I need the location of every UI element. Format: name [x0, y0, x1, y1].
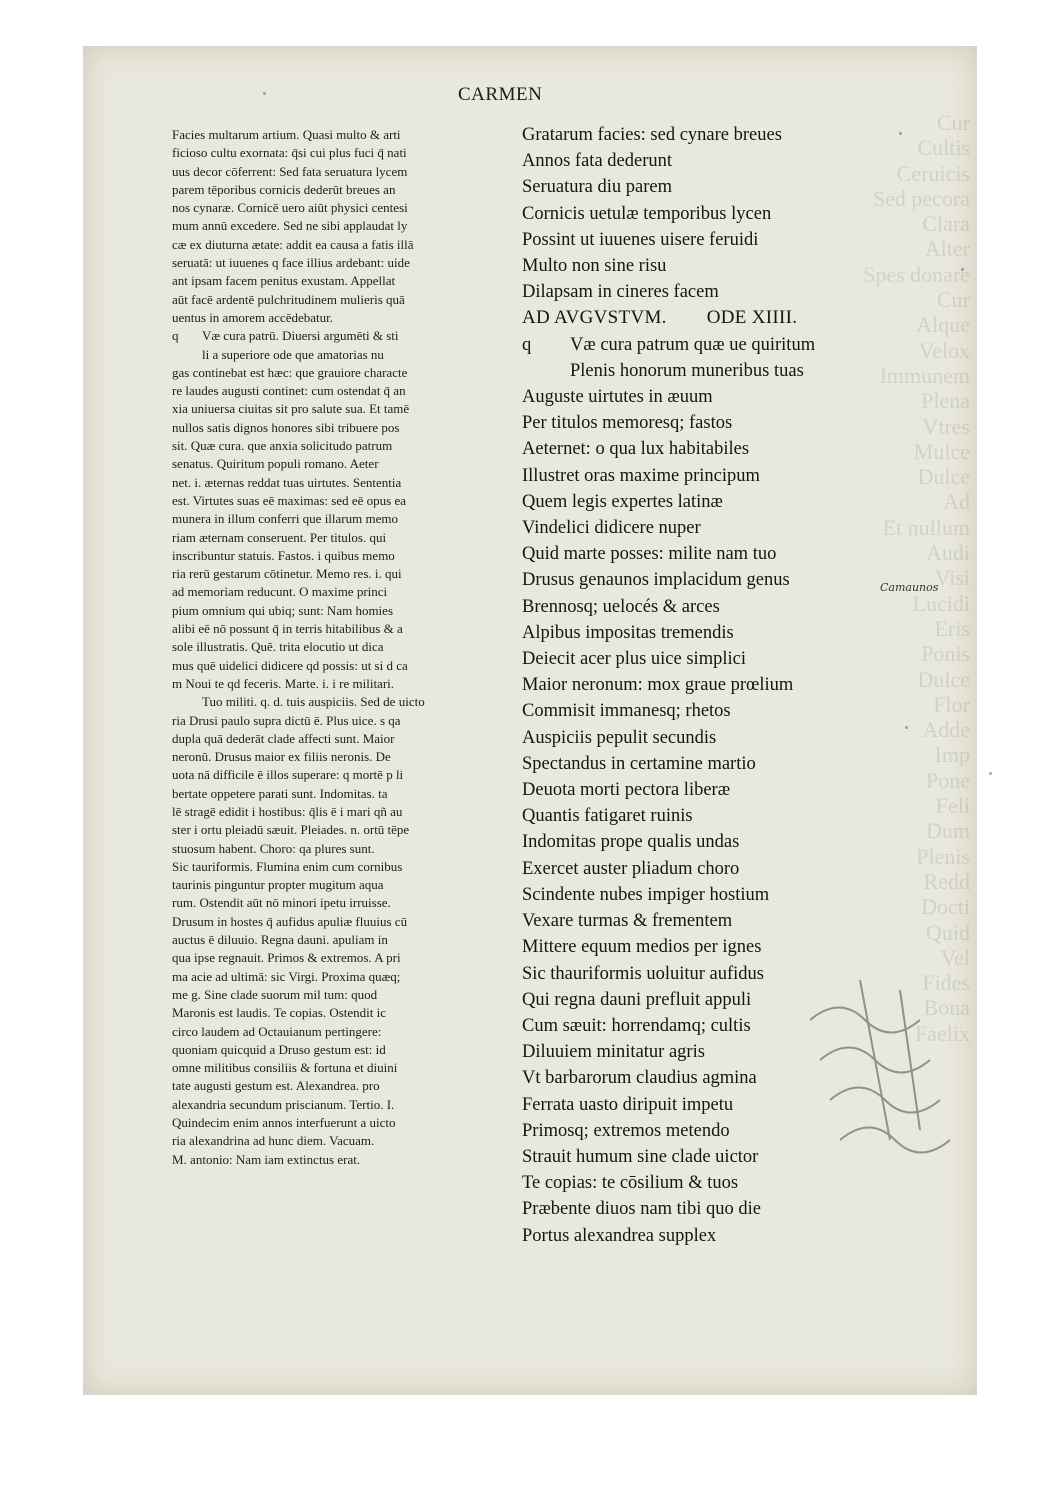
- commentary-line: [172, 1114, 512, 1132]
- bleed-line: Fides: [922, 970, 970, 996]
- verse-line-text: Scindente nubes impiger hostium: [522, 884, 770, 905]
- commentary-line: [172, 712, 512, 730]
- bleed-line: Et nullum: [882, 514, 970, 540]
- bleed-line: Quid: [926, 919, 970, 945]
- commentary-line: [172, 163, 512, 181]
- commentary-line: [172, 1096, 512, 1114]
- commentary-line: [172, 236, 512, 254]
- bleed-line: Mulce: [913, 438, 970, 464]
- bleed-line: Redd: [923, 868, 970, 894]
- verse-line-text: Væ cura patrum quæ ue quiritum: [570, 334, 816, 355]
- commentary-line: [172, 657, 512, 675]
- verse-line-text: Brennosq; uelocés & arces: [522, 596, 720, 617]
- commentary-line-text: auctus ē diluuio. Regna dauni. apuliam in: [172, 932, 388, 948]
- verse-line-text: Spectandus in certamine martio: [522, 753, 756, 774]
- commentary-line: [172, 327, 512, 345]
- bleed-line: Immunem: [879, 362, 970, 388]
- commentary-line-text: stuosum habent. Choro: qa plures sunt.: [172, 840, 375, 856]
- verse-line: [522, 751, 882, 777]
- bleed-line: Docti: [921, 894, 970, 920]
- bleed-line: Ponis: [921, 641, 970, 667]
- verse-line: [522, 672, 882, 698]
- verse-line: Cornicis uetulæ temporibus lycen: [522, 203, 772, 224]
- ode-title: AD AVGVSTVM.: [522, 307, 667, 329]
- commentary-line: [172, 858, 512, 876]
- ode-number: ODE XIIII.: [706, 307, 798, 329]
- verse-line: [522, 1170, 882, 1196]
- commentary-line-text: sole illustratis. Quē. trita elocutio ut dica: [172, 639, 384, 655]
- verse-line-text: Deiecit acer plus uice simplici: [522, 649, 746, 670]
- commentary-line: [172, 968, 512, 986]
- commentary-line: [172, 181, 512, 199]
- bleed-line: Adde: [922, 717, 970, 743]
- verse-line-text: Præbente diuos nam tibi quo die: [522, 1199, 761, 1220]
- commentary-line: [172, 455, 512, 473]
- commentary-line-text: Maronis est laudis. Te copias. Ostendit ic: [172, 1005, 387, 1021]
- commentary-line-text: tate augusti gestum est. Alexandrea. pro: [172, 1078, 380, 1094]
- verse-line-text: Illustret oras maxime principum: [522, 465, 760, 486]
- bleed-line: Velox: [918, 337, 970, 363]
- verse-line-text: Maior neronum: mox graue prœlium: [522, 675, 794, 696]
- bleed-line: Pone: [926, 767, 970, 793]
- commentary-line-text: circo laudem ad Octauianum pertingere:: [172, 1023, 382, 1039]
- ink-speck: [989, 772, 992, 775]
- verse-line: [522, 882, 882, 908]
- commentary-line-text: alibi eē nō possunt q̄ in terris hitabilibus & a: [172, 621, 403, 637]
- verse-line-text: Primosq; extremos metendo: [522, 1120, 730, 1141]
- commentary-line: [172, 840, 512, 858]
- commentary-line-text: Facies multarum artium. Quasi multo & arti: [172, 127, 401, 142]
- verse-line-text: Drusus genaunos implacidum genus: [522, 570, 790, 591]
- verse-line: Annos fata dederunt: [522, 151, 673, 172]
- commentary-line-text: neronū. Drusus maior ex filiis neronis. De: [172, 749, 391, 765]
- commentary-line-text: aūt facē ardentē pulchritudinem mulieris quā: [172, 291, 405, 307]
- commentary-line-text: m Noui te qd feceris. Marte. i. i re militari.: [172, 675, 395, 691]
- verse-line-text: Ferrata uasto diripuit impetu: [522, 1094, 734, 1115]
- commentary-line: [172, 400, 512, 418]
- bleed-line: Ad: [943, 489, 970, 515]
- verse-line-text: Commisit immanesq; rhetos: [522, 701, 731, 722]
- commentary-line-text: ficioso cultu exornata: q̄si cui plus fuci q̄ nati: [172, 145, 407, 161]
- commentary-line: [172, 931, 512, 949]
- commentary-line-text: Drusum in hostes q̄ aufidus apuliæ fluuius cū: [172, 913, 408, 929]
- verse-line: Seruatura diu parem: [522, 177, 672, 198]
- commentary-line-text: munera in illum conferri que illarum memo: [172, 511, 398, 527]
- bleed-line: Feli: [935, 793, 970, 819]
- bleed-line: Vel: [940, 944, 970, 970]
- commentary-line: [172, 199, 512, 217]
- verse-line-text: Vindelici didicere nuper: [522, 518, 701, 539]
- commentary-line-text: ria rerū gestarum cōtinetur. Memo res. i. qui: [172, 566, 402, 582]
- commentary-line-text: gas continebat est hæc: que grauiore characte: [172, 364, 408, 380]
- bleed-line: Sed pecora: [872, 185, 970, 211]
- commentary-line: [172, 144, 512, 162]
- commentary-line: [172, 474, 512, 492]
- verse-line-text: Portus alexandrea supplex: [522, 1225, 717, 1246]
- verse-line: [522, 829, 882, 855]
- verse-line-text: Exercet auster pliadum choro: [522, 858, 740, 879]
- commentary-line: [172, 748, 512, 766]
- commentary-line: [172, 620, 512, 638]
- commentary-line: [172, 894, 512, 912]
- commentary-line-text: riam æternam conseruent. Per titulos. qui: [172, 529, 387, 545]
- commentary-line-text: quoniam quicquid a Druso gestum est: id: [172, 1041, 386, 1057]
- commentary-line-text: seruatā: ut iuuenes q face illius ardebant: uide: [172, 255, 410, 271]
- verse-line: [522, 803, 882, 829]
- commentary-line-text: mus quē uidelici didicere qd possis: ut si d ca: [172, 657, 408, 673]
- bleed-line: Cultis: [917, 135, 970, 161]
- verse-line: [522, 541, 882, 567]
- verse-line-text: Aeternet: o qua lux habitabiles: [522, 439, 750, 460]
- commentary-line: [172, 565, 512, 583]
- commentary-line-text: xia uniuersa ciuitas sit pro salute sua. Et tamē: [172, 401, 410, 417]
- verse-line: [522, 384, 882, 410]
- commentary-line-text: uentus in amorem accēdebatur.: [172, 309, 333, 325]
- verse-line-text: Quem legis expertes latinæ: [522, 491, 723, 512]
- commentary-line: [172, 1059, 512, 1077]
- commentary-line: [172, 876, 512, 894]
- commentary-line: [172, 583, 512, 601]
- commentary-line: [172, 254, 512, 272]
- verse-line: [522, 489, 882, 515]
- bleed-line: Ceruicis: [896, 160, 970, 186]
- commentary-line-text: cæ ex diuturna ætate: addit ea causa a fatis illā: [172, 236, 414, 252]
- verse-line: [522, 567, 882, 593]
- verse-line: Multo non sine risu: [522, 256, 667, 277]
- verse-initial: q: [522, 334, 532, 355]
- verse-line: [522, 410, 882, 436]
- verse-line-text: Quid marte posses: milite nam tuo: [522, 544, 777, 565]
- commentary-line-text: Tuo militi. q. d. tuis auspiciis. Sed de uicto: [202, 694, 425, 710]
- commentary-line: [172, 364, 512, 382]
- ode-heading: [522, 305, 882, 331]
- verse-line: [522, 908, 882, 934]
- bleed-line: Vtres: [922, 413, 970, 439]
- verse-line: [522, 725, 882, 751]
- commentary-line: [172, 1151, 512, 1169]
- verse-line-text: Diluuiem minitatur agris: [522, 1042, 705, 1063]
- commentary-line: [172, 382, 512, 400]
- commentary-line: [172, 1023, 512, 1041]
- verse-line-text: Alpibus impositas tremendis: [522, 622, 734, 643]
- verse-line: Dilapsam in cineres facem: [522, 282, 719, 303]
- commentary-line-text: omne militibus consiliis & fortuna et diuini: [172, 1060, 398, 1076]
- commentary-line-text: sit. Quæ cura. que anxia solicitudo patrum: [172, 438, 393, 454]
- verse-line: [522, 594, 882, 620]
- commentary-line-text: qua ipse regnauit. Primos & extremos. A pri: [172, 950, 401, 966]
- bleed-line: Eris: [934, 615, 970, 641]
- commentary-line-text: net. i. æternas reddat tuas uirtutes. Sententia: [172, 474, 402, 490]
- commentary-line-text: lē stragē edidit i hostibus: q̄lis ē i mari qñ au: [172, 803, 403, 819]
- commentary-line-text: taurinis pinguntur propter mugitum aqua: [172, 877, 384, 893]
- bleed-line: Bona: [923, 995, 970, 1021]
- bleed-line: Cur: [937, 110, 970, 135]
- bleed-line: Dulce: [917, 464, 970, 490]
- commentary-line-text: ster i ortu pleiadū sæuit. Pleiades. n. ortū tēpe: [172, 822, 410, 838]
- verse-line: [522, 463, 882, 489]
- verse-line-text: Indomitas prope qualis undas: [522, 832, 740, 853]
- commentary-line-text: me g. Sine clade suorum mil tum: quod: [172, 986, 378, 1002]
- commentary-line: [172, 821, 512, 839]
- commentary-line: [172, 346, 512, 364]
- commentary-line: [172, 437, 512, 455]
- verse-line-text: Vexare turmas & frementem: [522, 911, 733, 932]
- bleed-line: Visi: [934, 565, 970, 591]
- running-head: CARMEN: [458, 84, 543, 105]
- commentary-line: [172, 291, 512, 309]
- bleed-line: Alque: [916, 312, 970, 338]
- commentary-line: [172, 803, 512, 821]
- commentary-line-text: Væ cura patrū. Diuersi argumēti & sti: [202, 328, 399, 344]
- commentary-column: [172, 126, 512, 1169]
- verse-line-text: Deuota morti pectora liberæ: [522, 780, 731, 801]
- commentary-line: [172, 217, 512, 235]
- commentary-line: [172, 602, 512, 620]
- bleed-line: Dulce: [917, 666, 970, 692]
- library-stamp-icon: [800, 960, 980, 1160]
- commentary-line: [172, 986, 512, 1004]
- commentary-line-text: est. Virtutes suas eē maximas: sed eē opus ea: [172, 492, 406, 508]
- verse-line-text: Cum sæuit: horrendamq; cultis: [522, 1015, 751, 1036]
- commentary-line-text: uota nā difficile ē illos superare: q mortē p li: [172, 767, 404, 783]
- commentary-line: [172, 492, 512, 510]
- commentary-initial: q: [172, 328, 179, 344]
- commentary-line-text: li a superiore ode que amatorias nu: [202, 346, 384, 362]
- verse-line-text: Qui regna dauni prefluit appuli: [522, 989, 752, 1010]
- commentary-line-text: nullos satis dignos honores sibi tribuere pos: [172, 419, 400, 435]
- commentary-line-text: ria alexandrina ad hunc diem. Vacuam.: [172, 1133, 375, 1149]
- commentary-line: [172, 766, 512, 784]
- verse-line: [522, 1223, 882, 1249]
- bleed-line: Faelix: [915, 1020, 970, 1046]
- verse-line: [522, 698, 882, 724]
- bleed-line: Imp: [934, 742, 970, 768]
- verse-line-text: Auspiciis pepulit secundis: [522, 727, 717, 748]
- bleed-line: Plena: [921, 388, 970, 414]
- commentary-line-text: alexandria secundum priscianum. Tertio. I.: [172, 1096, 395, 1112]
- commentary-line: [172, 1077, 512, 1095]
- handwritten-margin-note: Camaunos: [880, 581, 939, 594]
- verse-line-text: Vt barbarorum claudius agmina: [522, 1068, 757, 1089]
- commentary-line: [172, 419, 512, 437]
- verse-line-text: Strauit humum sine clade uictor: [522, 1146, 759, 1167]
- verse-line: [522, 646, 882, 672]
- commentary-line-text: bertate oppetere parati sunt. Indomitas. ta: [172, 785, 388, 801]
- commentary-line-text: Sic tauriformis. Flumina enim cum cornibus: [172, 858, 403, 874]
- verse-line: [522, 934, 882, 960]
- verse-line: Possint ut iuuenes uisere feruidi: [522, 229, 759, 250]
- commentary-line: [172, 272, 512, 290]
- commentary-line-text: rum. Ostendit aūt nō minori ipetu irruisse.: [172, 895, 391, 911]
- commentary-line: [172, 547, 512, 565]
- commentary-line-text: ria Drusi paulo supra dictū ē. Plus uice. s qa: [172, 712, 401, 728]
- verse-line-text: Plenis honorum muneribus tuas: [570, 360, 804, 381]
- commentary-line-text: M. antonio: Nam iam extinctus erat.: [172, 1151, 361, 1167]
- verse-line-text: Per titulos memoresq; fastos: [522, 413, 733, 434]
- commentary-line-text: re laudes augusti continet: cum ostendat q̄ an: [172, 383, 406, 399]
- verse-line: [522, 515, 882, 541]
- commentary-line-text: nos cynaræ. Cornicē uero aiūt physici centesi: [172, 200, 408, 216]
- verse-line: [522, 332, 882, 358]
- verse-line: [522, 856, 882, 882]
- commentary-line: [172, 1132, 512, 1150]
- verse-line-text: Auguste uirtutes in æuum: [522, 387, 713, 408]
- commentary-line-text: parem tēporibus cornicis dederūt breues an: [172, 181, 396, 197]
- commentary-line: [172, 730, 512, 748]
- verse-line-text: Quantis fatigaret ruinis: [522, 806, 693, 827]
- commentary-line-text: inscribuntur statuis. Fastos. i quibus memo: [172, 547, 395, 563]
- commentary-line-text: ad memoriam reducunt. O maxime princi: [172, 584, 388, 600]
- verse-line: [522, 436, 882, 462]
- verse-line: [522, 1196, 882, 1222]
- commentary-line: [172, 913, 512, 931]
- bleed-line: Plenis: [916, 843, 970, 869]
- verse-line: [522, 777, 882, 803]
- verse-line-text: Mittere equum medios per ignes: [522, 937, 762, 958]
- commentary-line-text: mum annū excedere. Sed ne sibi applaudat ly: [172, 218, 408, 234]
- commentary-line: [172, 693, 512, 711]
- commentary-line: [172, 638, 512, 656]
- bleed-line: Cur: [937, 287, 970, 313]
- commentary-line: [172, 309, 512, 327]
- commentary-line: [172, 949, 512, 967]
- bleed-line: Flor: [933, 691, 970, 717]
- commentary-line: [172, 675, 512, 693]
- commentary-line-text: senatus. Quiritum populi romano. Aeter: [172, 456, 379, 472]
- bleed-line: Audi: [926, 540, 970, 566]
- bleed-line: Clara: [922, 211, 970, 237]
- commentary-line: [172, 510, 512, 528]
- commentary-line-text: pium omnium qui ubiq; sunt: Nam homies: [172, 602, 393, 618]
- commentary-line: [172, 529, 512, 547]
- verse-line-text: Sic thauriformis uoluitur aufidus: [522, 963, 765, 984]
- commentary-line: [172, 126, 512, 144]
- bleed-line: Lucidi: [912, 590, 970, 616]
- verse-line: Gratarum facies: sed cynare breues: [522, 125, 782, 145]
- commentary-line-text: Quindecim enim annos interfuerunt a uicto: [172, 1115, 396, 1131]
- bleed-line: Dum: [926, 818, 970, 844]
- verse-line: [522, 358, 882, 384]
- commentary-line-text: uus decor cōferrent: Sed fata seruatura lycem: [172, 163, 408, 179]
- bleed-line: Spes donare: [863, 261, 970, 287]
- commentary-line: [172, 785, 512, 803]
- commentary-line: [172, 1041, 512, 1059]
- commentary-line-text: dupla quā dederāt clade affecti sunt. Maior: [172, 730, 395, 746]
- commentary-line: [172, 1004, 512, 1022]
- verse-line-text: Te copias: te cōsilium & tuos: [522, 1173, 739, 1194]
- commentary-line-text: ant ipsam facem penitus exustam. Appellat: [172, 273, 396, 289]
- ink-speck: [263, 92, 266, 95]
- commentary-line-text: ma acie ad ultimā: sic Virgi. Proxima quæq;: [172, 968, 401, 984]
- bleed-line: Alter: [924, 236, 970, 262]
- verse-line: [522, 620, 882, 646]
